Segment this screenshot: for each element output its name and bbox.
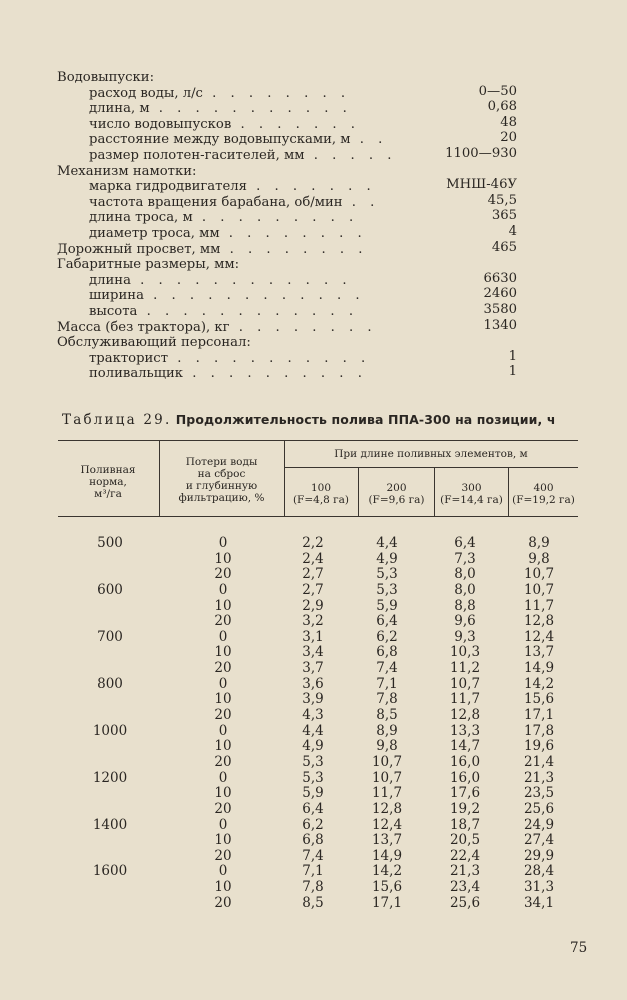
spec-label: длина, м	[89, 101, 150, 117]
spec-value: МНШ-46У	[446, 177, 517, 193]
header-line: фильтрацию, %	[178, 492, 265, 504]
table-cell: 7,1	[376, 675, 398, 692]
table-cell: 18,7	[449, 816, 481, 833]
table-cell: 20	[214, 660, 232, 677]
table-cell: 10,7	[523, 581, 555, 598]
table-cell: 14,9	[371, 847, 403, 864]
table-cell: 3,4	[302, 644, 324, 661]
table-cell: 10,7	[523, 566, 555, 583]
table-row	[58, 599, 578, 615]
spec-value: 365	[491, 208, 517, 224]
table-cell: 13,3	[449, 722, 481, 739]
table-cell: 5,3	[376, 581, 398, 598]
header-line: 100	[310, 482, 332, 494]
spec-row	[57, 145, 557, 164]
leader-dots: . . . . .	[304, 147, 397, 163]
leader-dots: . . . . . . . . . . . .	[130, 272, 352, 288]
table-cell: 9,6	[454, 613, 476, 630]
table-cell: 23,5	[523, 785, 555, 802]
table-cell: 10,7	[371, 753, 403, 770]
table-cell: 14,9	[523, 660, 555, 677]
table-row	[58, 755, 578, 771]
table-cell: 16,0	[449, 769, 481, 786]
header-line: Потери воды	[185, 456, 258, 468]
table-cell: 14,2	[371, 863, 403, 880]
header-line: 200	[386, 482, 407, 494]
table-cell: 20	[214, 707, 232, 724]
leader-dots: . . . . . . . . . . . .	[137, 303, 359, 319]
table-row	[58, 771, 578, 787]
table-cell: 11,2	[449, 660, 481, 677]
table-cell: 0	[218, 863, 228, 880]
table-cell: 17,8	[523, 722, 555, 739]
leader-dots: . . . . . . . .	[202, 85, 351, 101]
table-cell: 16,0	[449, 753, 481, 770]
table-cell: 600	[97, 581, 123, 598]
table-cell: 2,4	[302, 550, 324, 567]
leader-dots: . . . . . . . . . .	[183, 366, 367, 382]
table-row	[58, 630, 578, 646]
table-cell: 28,4	[523, 863, 555, 880]
leader-dots: . . . . . . . . . . .	[168, 350, 371, 366]
table-cell: 10	[214, 879, 232, 896]
spec-label: ширина	[89, 288, 144, 304]
spec-label: Водовыпуски:	[57, 70, 155, 85]
table-cell: 6,8	[376, 644, 398, 661]
table-cell: 25,6	[449, 894, 481, 911]
table-cell: 7,4	[302, 847, 324, 864]
table-row	[58, 552, 578, 568]
spec-row	[57, 366, 557, 382]
spec-label: высота	[89, 303, 138, 319]
header-group: При длине поливных элементов, м	[334, 448, 528, 460]
table-cell: 1600	[92, 863, 128, 880]
table-cell: 0	[218, 628, 228, 645]
table-cell: 12,4	[371, 816, 403, 833]
table-row	[58, 708, 578, 724]
table-cell: 5,9	[376, 597, 398, 614]
table-body	[58, 536, 578, 911]
table-cell: 6,8	[302, 832, 324, 849]
table-cell: 5,3	[302, 769, 324, 786]
table-cell: 10	[214, 691, 232, 708]
table-cell: 12,4	[523, 628, 555, 645]
table-cell: 3,1	[302, 628, 324, 645]
spec-label: расход воды, л/с	[89, 85, 203, 101]
header-line: и глубинную	[185, 480, 258, 492]
table-cell: 11,7	[371, 785, 403, 802]
table-cell: 0	[218, 769, 228, 786]
table-cell: 1000	[92, 722, 128, 739]
spec-label: поливальщик	[89, 366, 184, 382]
table-row	[58, 786, 578, 802]
spec-value: 4	[508, 223, 517, 239]
spec-label: Механизм намотки:	[57, 163, 197, 179]
table-cell: 10	[214, 550, 232, 567]
table-row	[58, 880, 578, 896]
table-cell: 4,3	[302, 707, 324, 724]
header-line: на сброс	[197, 468, 246, 480]
table-cell: 0	[218, 535, 228, 551]
spec-label: длина	[89, 272, 131, 288]
table-row	[58, 724, 578, 740]
spec-value: 45,5	[487, 192, 517, 208]
table-cell: 13,7	[371, 832, 403, 849]
header-line: (F=4,8 га)	[292, 494, 350, 506]
header-line: 300	[461, 482, 482, 494]
header-length-200	[359, 482, 434, 506]
spec-label: частота вращения барабана, об/мин	[89, 194, 343, 210]
spec-value: 3580	[483, 301, 517, 317]
table-cell: 2,2	[302, 535, 324, 551]
spec-label: длина троса, м	[89, 210, 193, 226]
table-cell: 8,0	[454, 581, 476, 598]
table-row	[58, 677, 578, 693]
table-cell: 6,2	[376, 628, 398, 645]
spec-value: 1	[508, 364, 517, 380]
spec-value: 1100—930	[445, 145, 517, 161]
table-row	[58, 583, 578, 599]
table-cell: 0	[218, 816, 228, 833]
spec-label: Масса (без трактора), кг	[57, 319, 230, 335]
table-cell: 1200	[92, 769, 128, 786]
table-cell: 27,4	[523, 832, 555, 849]
leader-dots: . .	[350, 132, 388, 148]
table-cell: 21,4	[523, 753, 555, 770]
table-cell: 31,3	[523, 879, 555, 896]
table-cell: 17,6	[449, 785, 481, 802]
spec-label: диаметр троса, мм	[89, 225, 220, 241]
table-cell: 29,9	[523, 847, 555, 864]
spec-value: 6630	[483, 270, 517, 286]
spec-label: Дорожный просвет, мм	[57, 241, 221, 257]
table-cell: 9,3	[454, 628, 476, 645]
table-cell: 22,4	[449, 847, 481, 864]
table-cell: 0	[218, 581, 228, 598]
table-cell: 1400	[92, 816, 128, 833]
table-cell: 12,8	[371, 800, 403, 817]
table-cell: 2,7	[302, 581, 324, 598]
table-cell: 7,1	[302, 863, 324, 880]
table-cell: 7,8	[376, 691, 398, 708]
header-line: Поливная	[80, 464, 136, 476]
leader-dots: . . . . . . . . . . . .	[143, 288, 365, 304]
table-row	[58, 739, 578, 755]
table-cell: 3,7	[302, 660, 324, 677]
spec-row	[57, 239, 557, 258]
table-cell: 20,5	[449, 832, 481, 849]
table-cell: 24,9	[523, 816, 555, 833]
leader-dots: . . . . . . . . .	[192, 210, 359, 226]
table-cell: 15,6	[371, 879, 403, 896]
table-cell: 10,7	[449, 675, 481, 692]
leader-dots: . . . . . . . . . . .	[149, 101, 352, 117]
table-cell: 4,9	[376, 550, 398, 567]
group-rule	[284, 467, 578, 468]
table-cell: 6,4	[454, 535, 476, 551]
table-cell: 8,9	[528, 535, 550, 551]
header-line: (F=14,4 га)	[440, 494, 503, 506]
table-cell: 6,4	[302, 800, 324, 817]
leader-dots: . . . . . . . .	[219, 225, 367, 241]
table-cell: 34,1	[523, 894, 555, 911]
table-cell: 0	[218, 675, 228, 692]
table-cell: 12,8	[449, 707, 481, 724]
spec-label: Габаритные размеры, мм:	[57, 257, 240, 273]
table-cell: 10	[214, 785, 232, 802]
table-title: Продолжительность полива ППА-300 на позиции, ч	[175, 412, 556, 427]
table-cell: 20	[214, 566, 232, 583]
spec-label: Обслуживающий персонал:	[57, 335, 251, 351]
table-cell: 7,4	[376, 660, 398, 677]
table-row	[58, 896, 578, 912]
leader-dots: . . . . . . . .	[229, 319, 377, 335]
leader-dots: . . . . . . .	[231, 116, 360, 132]
table-cell: 800	[97, 675, 123, 692]
table-cell: 8,9	[376, 722, 398, 739]
spec-row	[57, 317, 557, 336]
table-cell: 2,7	[302, 566, 324, 583]
table-cell: 20	[214, 800, 232, 817]
table-cell: 2,9	[302, 597, 324, 614]
spec-label: размер полотен-гасителей, мм	[89, 147, 305, 163]
table-cell: 21,3	[523, 769, 555, 786]
table-cell: 20	[214, 613, 232, 630]
table-row	[58, 818, 578, 834]
table-cell: 5,3	[376, 566, 398, 583]
table-cell: 8,5	[376, 707, 398, 724]
table-cell: 500	[97, 535, 123, 551]
leader-dots: . . . . . . . .	[220, 241, 368, 257]
spec-value: 0,68	[487, 99, 517, 115]
spec-value: 1340	[483, 317, 517, 333]
table-row	[58, 536, 578, 552]
table-cell: 10	[214, 832, 232, 849]
table-top-rule	[58, 440, 578, 441]
spec-value: 0—50	[478, 83, 517, 99]
table-cell: 10	[214, 644, 232, 661]
header-line: (F=19,2 га)	[512, 494, 575, 506]
table-cell: 20	[214, 894, 232, 911]
header-bottom-rule	[58, 516, 578, 517]
table-cell: 8,0	[454, 566, 476, 583]
table-cell: 23,4	[449, 879, 481, 896]
spec-label: число водовыпусков	[89, 116, 232, 132]
spec-value: 1	[508, 348, 517, 364]
leader-dots: . . . . . . .	[246, 179, 376, 195]
table-cell: 7,8	[302, 879, 324, 896]
table-cell: 8,8	[454, 597, 476, 614]
header-line: (F=9,6 га)	[368, 494, 425, 506]
table-cell: 4,9	[302, 738, 324, 755]
table-cell: 6,2	[302, 816, 324, 833]
table-row	[58, 567, 578, 583]
table-cell: 20	[214, 847, 232, 864]
table-cell: 3,9	[302, 691, 324, 708]
table-row	[58, 864, 578, 880]
spec-value: 48	[500, 114, 517, 130]
table-cell: 10	[214, 597, 232, 614]
table-cell: 17,1	[523, 707, 555, 724]
table-caption	[62, 412, 582, 428]
table-cell: 21,3	[449, 863, 481, 880]
table-cell: 3,6	[302, 675, 324, 692]
table-cell: 19,6	[523, 738, 555, 755]
table-row	[58, 692, 578, 708]
table-cell: 14,7	[449, 738, 481, 755]
header-length-300	[435, 482, 508, 506]
spec-value: 2460	[483, 286, 517, 302]
table-cell: 10,3	[449, 644, 481, 661]
table-cell: 7,3	[454, 550, 476, 567]
table-cell: 8,5	[302, 894, 324, 911]
spec-label: расстояние между водовыпусками, м	[89, 132, 351, 148]
table-cell: 5,3	[302, 753, 324, 770]
table-cell: 14,2	[523, 675, 555, 692]
table-cell: 9,8	[528, 550, 550, 567]
table-cell: 10,7	[371, 769, 403, 786]
leader-dots: . .	[342, 194, 380, 210]
table-cell: 17,1	[371, 894, 403, 911]
table-row	[58, 661, 578, 677]
table-cell: 13,7	[523, 644, 555, 661]
table-cell: 19,2	[449, 800, 481, 817]
table-cell: 12,8	[523, 613, 555, 630]
table-row	[58, 802, 578, 818]
table-cell: 9,8	[376, 738, 398, 755]
header-length-400	[509, 482, 578, 506]
table-cell: 6,4	[376, 613, 398, 630]
table-cell: 15,6	[523, 691, 555, 708]
table-cell: 11,7	[449, 691, 481, 708]
table-row	[58, 849, 578, 865]
table-cell: 4,4	[376, 535, 398, 551]
table-cell: 11,7	[523, 597, 555, 614]
table-cell: 5,9	[302, 785, 324, 802]
table-cell: 20	[214, 753, 232, 770]
header-line: 400	[533, 482, 554, 494]
table-row	[58, 645, 578, 661]
table-cell: 0	[218, 722, 228, 739]
header-line: норма,	[89, 476, 127, 488]
table-cell: 10	[214, 738, 232, 755]
header-line: м³/га	[94, 488, 122, 500]
header-norm	[58, 464, 158, 500]
header-length-100	[284, 482, 358, 506]
spec-value: 20	[500, 130, 517, 146]
table-cell: 3,2	[302, 613, 324, 630]
table-row	[58, 833, 578, 849]
specifications-list	[57, 70, 557, 382]
table-cell: 25,6	[523, 800, 555, 817]
table-cell: 4,4	[302, 722, 324, 739]
table-row	[58, 614, 578, 630]
page-number: 75	[570, 940, 588, 956]
spec-label: марка гидродвигателя	[89, 179, 247, 195]
table-cell: 700	[97, 628, 123, 645]
spec-value: 465	[491, 239, 517, 255]
spec-label: тракторист	[89, 350, 168, 366]
header-loss	[159, 456, 284, 504]
table-label: Таблица 29.	[62, 412, 172, 428]
